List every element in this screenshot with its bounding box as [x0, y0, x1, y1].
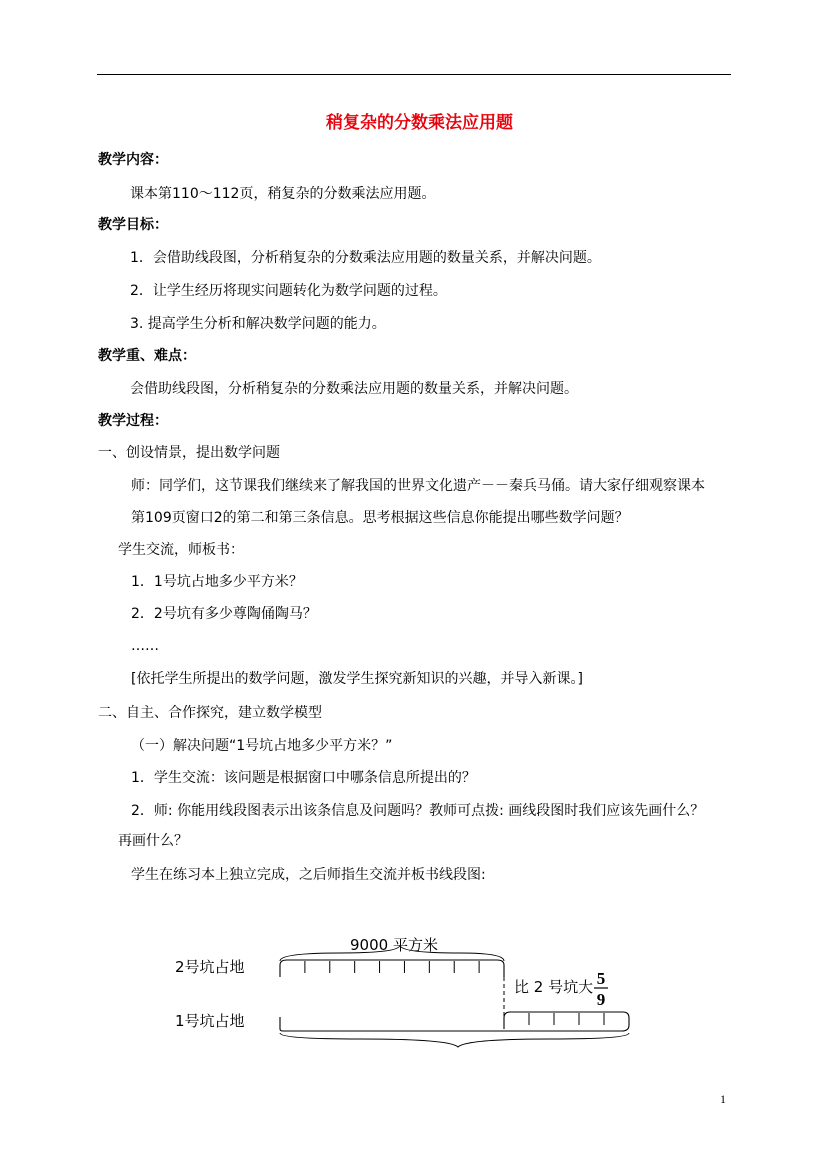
part1-teacher-line-1: 师：同学们，这节课我们继续来了解我国的世界文化遗产－－秦兵马俑。请大家仔细观察课本 [131, 478, 705, 494]
process-heading: 教学过程： [98, 413, 168, 429]
part1-question-2: 2．2号坑有多少尊陶俑陶马？ [131, 606, 317, 622]
page-number: 1 [720, 1092, 726, 1106]
segment-pit-1-ticks [529, 1013, 604, 1025]
part2-step-2-line-1: 2．师: 你能用线段图表示出该条信息及问题吗？教师可点拨: 画线段图时我们应该先画什么？ [131, 803, 705, 819]
part1-question-1: 1．1号坑占地多少平方米？ [131, 574, 303, 590]
part1-exchange: 学生交流，师板书： [118, 542, 244, 558]
page-title: 稍复杂的分数乘法应用题 [326, 113, 513, 133]
header-rule [97, 74, 731, 75]
diagram-row2-label: 1号坑占地 [175, 1012, 245, 1030]
segment-pit-2-ticks [305, 961, 479, 973]
goal-item-3: 3. 提高学生分析和解决数学问题的能力。 [130, 316, 386, 332]
goal-item-2: 2．让学生经历将现实问题转化为数学问题的过程。 [130, 283, 447, 299]
segment-pit-1 [280, 1012, 629, 1031]
part2-step-1: 1．学生交流：该问题是根据窗口中哪条信息所提出的？ [131, 770, 476, 786]
fraction-denominator: 9 [596, 990, 606, 1009]
content-heading: 教学内容： [98, 152, 168, 168]
part1-teacher-line-2: 第109页窗口2的第二和第三条信息。思考根据这些信息你能提出哪些数学问题？ [131, 510, 629, 526]
part2-step-2-line-2: 再画什么？ [118, 833, 188, 849]
part2-step-3: 学生在练习本上独立完成，之后师指生交流并板书线段图: [131, 867, 486, 883]
line-segment-diagram [160, 925, 640, 1055]
key-points-heading: 教学重、难点： [98, 348, 196, 364]
bottom-brace [280, 1033, 629, 1047]
fraction-numerator: 5 [596, 969, 606, 988]
diagram-compare-text: 比 2 号坑大 [514, 978, 594, 996]
key-points-text: 会借助线段图，分析稍复杂的分数乘法应用题的数量关系，并解决问题。 [130, 381, 578, 397]
goal-item-1: 1．会借助线段图，分析稍复杂的分数乘法应用题的数量关系，并解决问题。 [130, 250, 601, 266]
part1-note: [依托学生所提出的数学问题，激发学生探究新知识的兴趣，并导入新课。] [131, 671, 583, 687]
part1-heading: 一、创设情景，提出数学问题 [98, 445, 280, 461]
diagram-top-label: 9000 平方米 [350, 936, 438, 954]
part2-sub-1: （一）解决问题“1号坑占地多少平方米？” [131, 738, 393, 754]
part1-ellipsis: …… [131, 638, 159, 654]
goals-heading: 教学目标： [98, 217, 168, 233]
part2-heading: 二、自主、合作探究，建立数学模型 [98, 705, 322, 721]
content-text: 课本第110～112页，稍复杂的分数乘法应用题。 [130, 186, 436, 202]
segment-pit-2 [280, 960, 504, 977]
diagram-row1-label: 2号坑占地 [175, 958, 245, 976]
